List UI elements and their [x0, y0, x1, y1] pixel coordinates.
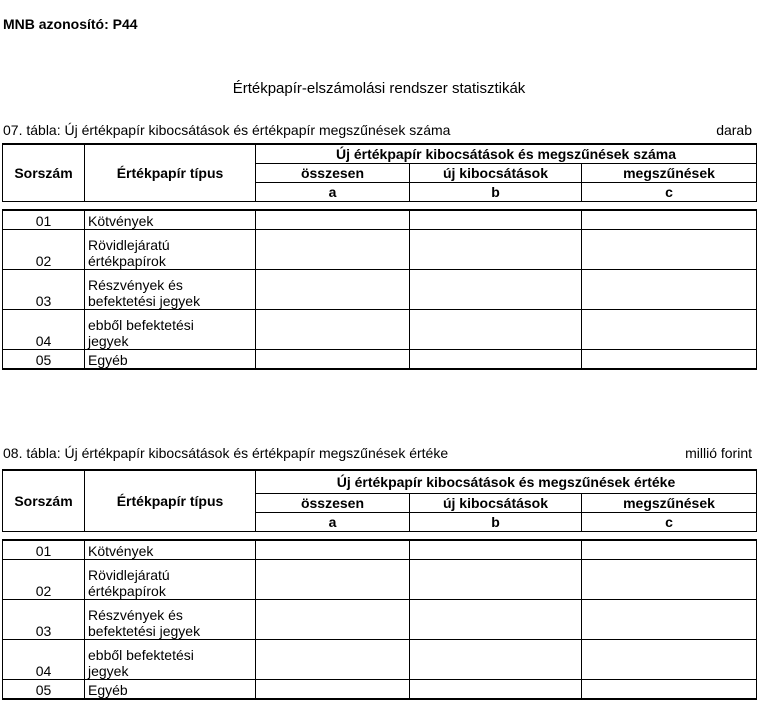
table-07-unit: darab: [716, 122, 752, 138]
type-label-line: Kötvények: [88, 543, 154, 559]
col-header-0: összesen: [256, 494, 410, 513]
page-title: Értékpapír-elszámolási rendszer statisztikák: [232, 80, 526, 97]
type-label-line: Rövidlejáratú: [88, 567, 170, 583]
value-cell-c[interactable]: [582, 230, 757, 270]
value-cell-a[interactable]: [256, 230, 410, 270]
type-label-line: befektetési jegyek: [88, 623, 201, 639]
row-security-type: [85, 210, 256, 230]
type-label-line: ebből befektetési: [88, 317, 194, 333]
col-header-type: Értékpapír típus: [85, 144, 256, 202]
col-letter-0: a: [256, 513, 410, 532]
data-table-07: [2, 143, 757, 370]
col-header-serial: Sorszám: [3, 470, 85, 532]
type-label-line: Kötvények: [88, 213, 154, 229]
value-cell-a[interactable]: [256, 540, 410, 560]
type-label-line: ebből befektetési: [88, 647, 194, 663]
table-row: [3, 640, 757, 680]
value-cell-b[interactable]: [410, 230, 582, 270]
col-letter-0: a: [256, 183, 410, 202]
col-letter-2: c: [582, 513, 757, 532]
type-label-line: értékpapírok: [88, 583, 166, 599]
row-security-type: [85, 640, 256, 680]
col-header-serial: Sorszám: [3, 144, 85, 202]
mnb-identifier: MNB azonosító: P44: [3, 16, 138, 32]
row-security-type: [85, 540, 256, 560]
type-label-line: értékpapírok: [88, 253, 166, 269]
type-label-line: Egyéb: [88, 682, 128, 698]
value-cell-c[interactable]: [582, 310, 757, 350]
table-07-caption: 07. tábla: Új értékpapír kibocsátások és értékpapír megszűnések száma: [3, 122, 451, 138]
row-number: 03: [3, 600, 85, 640]
table-row: [3, 230, 757, 270]
group-header: Új értékpapír kibocsátások és megszűnések értéke: [256, 470, 757, 494]
row-security-type: [85, 270, 256, 310]
value-cell-c[interactable]: [582, 560, 757, 600]
value-cell-c[interactable]: [582, 210, 757, 230]
row-security-type: [85, 310, 256, 350]
table-08-unit: millió forint: [685, 445, 752, 461]
value-cell-a[interactable]: [256, 560, 410, 600]
col-header-1: új kibocsátások: [410, 164, 582, 183]
row-number: 01: [3, 210, 85, 230]
type-label-line: Részvények és: [88, 607, 183, 623]
table-row: [3, 210, 757, 230]
col-header-2: megszűnések: [582, 494, 757, 513]
row-security-type: [85, 600, 256, 640]
value-cell-b[interactable]: [410, 350, 582, 370]
row-number: 04: [3, 640, 85, 680]
table-row: [3, 560, 757, 600]
table-row: [3, 540, 757, 560]
type-label-line: befektetési jegyek: [88, 293, 201, 309]
row-number: 01: [3, 540, 85, 560]
row-security-type: [85, 680, 256, 700]
table-row: [3, 600, 757, 640]
col-header-1: új kibocsátások: [410, 494, 582, 513]
type-label-line: Rövidlejáratú: [88, 237, 170, 253]
row-number: 03: [3, 270, 85, 310]
row-security-type: [85, 350, 256, 370]
value-cell-a[interactable]: [256, 310, 410, 350]
table-row: [3, 310, 757, 350]
value-cell-b[interactable]: [410, 270, 582, 310]
value-cell-b[interactable]: [410, 600, 582, 640]
row-number: 02: [3, 560, 85, 600]
row-security-type: [85, 560, 256, 600]
table-row: [3, 680, 757, 700]
spacer: [3, 532, 757, 541]
value-cell-c[interactable]: [582, 640, 757, 680]
value-cell-b[interactable]: [410, 680, 582, 700]
value-cell-b[interactable]: [410, 310, 582, 350]
type-label-line: Részvények és: [88, 277, 183, 293]
type-label-line: jegyek: [88, 663, 129, 679]
value-cell-b[interactable]: [410, 560, 582, 600]
value-cell-b[interactable]: [410, 210, 582, 230]
row-number: 05: [3, 350, 85, 370]
value-cell-c[interactable]: [582, 270, 757, 310]
type-label-line: Egyéb: [88, 352, 128, 368]
value-cell-a[interactable]: [256, 680, 410, 700]
table-row: [3, 350, 757, 370]
value-cell-c[interactable]: [582, 540, 757, 560]
table-08-caption: 08. tábla: Új értékpapír kibocsátások és értékpapír megszűnések értéke: [3, 445, 449, 461]
col-letter-1: b: [410, 183, 582, 202]
value-cell-b[interactable]: [410, 640, 582, 680]
col-letter-2: c: [582, 183, 757, 202]
table-row: [3, 270, 757, 310]
col-header-2: megszűnések: [582, 164, 757, 183]
value-cell-c[interactable]: [582, 600, 757, 640]
data-table-08: [2, 469, 757, 700]
value-cell-a[interactable]: [256, 350, 410, 370]
row-number: 02: [3, 230, 85, 270]
value-cell-c[interactable]: [582, 680, 757, 700]
row-security-type: [85, 230, 256, 270]
value-cell-a[interactable]: [256, 270, 410, 310]
group-header: Új értékpapír kibocsátások és megszűnések száma: [256, 144, 757, 164]
spacer: [3, 202, 757, 211]
col-header-0: összesen: [256, 164, 410, 183]
value-cell-a[interactable]: [256, 600, 410, 640]
value-cell-c[interactable]: [582, 350, 757, 370]
col-letter-1: b: [410, 513, 582, 532]
col-header-type: Értékpapír típus: [85, 470, 256, 532]
value-cell-a[interactable]: [256, 640, 410, 680]
row-number: 05: [3, 680, 85, 700]
type-label-line: jegyek: [88, 333, 129, 349]
value-cell-a[interactable]: [256, 210, 410, 230]
value-cell-b[interactable]: [410, 540, 582, 560]
row-number: 04: [3, 310, 85, 350]
